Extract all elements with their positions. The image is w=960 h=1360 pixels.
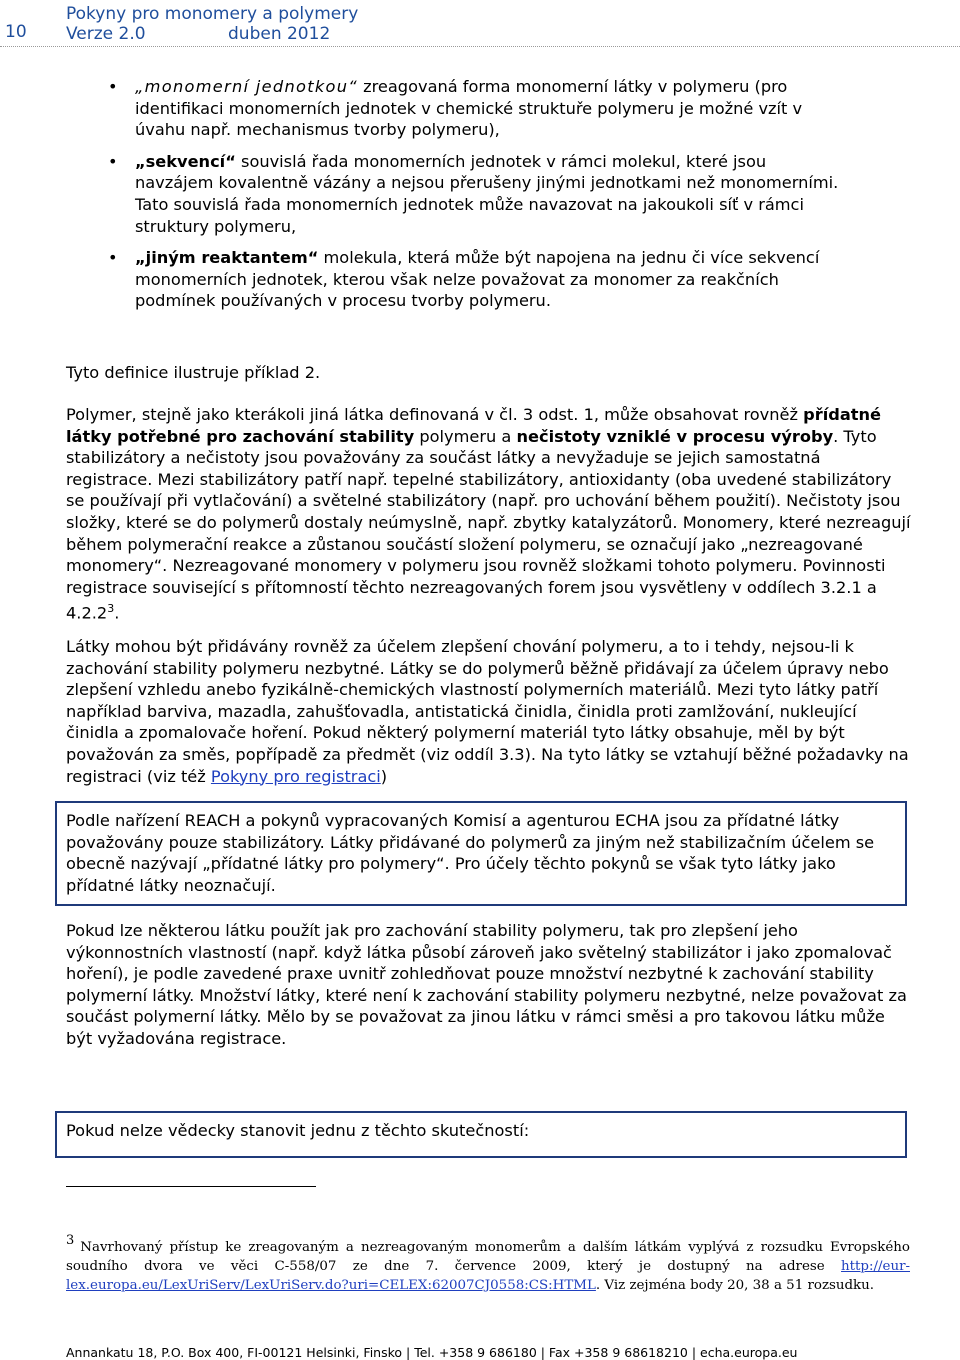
definition-text: zreagovaná forma monomerní látky v polymeru (pro identifikaci monomerních jednotek v chemické struktuře polymeru je možné vzít v úvahu např. mechanismus tvorby polymeru), bbox=[135, 77, 803, 140]
intro-paragraph: Tyto definice ilustruje příklad 2. bbox=[66, 363, 321, 382]
bullet-icon: • bbox=[108, 151, 118, 171]
list-item bbox=[0, 151, 845, 237]
footnote-ref[interactable]: 3 bbox=[107, 602, 115, 616]
text-run: ) bbox=[380, 766, 388, 786]
registration-guidance-link[interactable]: Pokyny pro registraci bbox=[210, 766, 381, 786]
document-title: Pokyny pro monomery a polymery bbox=[66, 4, 359, 24]
substances-paragraph bbox=[66, 636, 912, 787]
page-number: 10 bbox=[5, 22, 27, 42]
bold-run: přídatné látky potřebné pro zachování stability bbox=[66, 405, 881, 446]
multi-function-paragraph: Pokud lze některou látku použít jak pro zachování stability polymeru, tak pro zlepšení jeho výkonnostních vlastností (např. když látka působí zároveň jako světelný stabilizátor i jako zpomalovač hoření), je podle zavedené praxe uvnitř zohledňovat pouze množství nezbytné k zachování stability polymerní látky. Množství látky, které není k zachování stability polymeru nezbytné, nelze považovat za součást polymerní látky. Mělo by se považovat za jinou látku v rámci směsi a pro takovou látku může být vyžadována registrace. bbox=[66, 921, 907, 1048]
list-item bbox=[0, 76, 845, 141]
definition-list bbox=[0, 76, 960, 322]
text-run: . Tyto stabilizátory a nečistoty jsou považovány za součást látky a nevyžaduje se jejich samostatná registrace. Mezi stabilizátory patří např. tepelné stabilizátory, antioxidanty (oba uvedené stabilizátory se používají při vytlačování) a světelné stabilizátory (např. pro uchování během použití). Nečistoty jsou složky, které se do polymerů dostaly neúmyslně, např. zbytky katalyzátorů. Monomery, které nezreagují během polymerační reakce a zůstanou součástí složení polymeru, se označují jako „nezreagované monomery“. Nezreagované monomery v polymeru jsou rovněž složkami tohoto polymeru. Povinnosti registrace související s přítomností těchto nezreagovaných forem jsou vysvětleny v oddílech 3.2.1 a 4.2.2 bbox=[66, 426, 911, 623]
page-footer: Annankatu 18, P.O. Box 400, FI-00121 Helsinki, Finsko | Tel. +358 9 686180 | Fax +358 9 68618210 | echa.europa.eu bbox=[66, 1345, 798, 1360]
bullet-icon: • bbox=[108, 248, 118, 268]
footnote-divider bbox=[66, 1186, 316, 1187]
document-date: duben 2012 bbox=[228, 24, 331, 44]
definition-text: souvislá řada monomerních jednotek v rámci molekul, které jsou navzájem kovalentně vázány a nejsou přerušeny jinými jednotkami než monomerními. Tato souvislá řada monomerních jednotek může navazovat na jakoukoli síť v rámci struktury polymeru, bbox=[135, 151, 839, 236]
definition-term: „monomerní jednotkou“ bbox=[135, 77, 358, 96]
text-run: polymeru a bbox=[414, 426, 517, 446]
eur-lex-link[interactable]: http://eur-lex.europa.eu/LexUriServ/LexUriServ.do?uri=CELEX:62007CJ0558:CS:HTML bbox=[66, 1259, 910, 1293]
text-run: Polymer, stejně jako kterákoli jiná látka definovaná v čl. 3 odst. 1, může obsahovat rovněž bbox=[66, 405, 804, 424]
text-run: Látky mohou být přidávány rovněž za účelem zlepšení chování polymeru, a to i tehdy, nejsou-li k zachování stability polymeru nezbytné. Látky se do polymerů běžně přidávají za účelem úpravy nebo zlepšení vzhledu anebo fyzikálně-chemických vlastností polymerních materiálů. Mezi tyto látky patří například barviva, mazadla, zahušťovadla, antistatická činidla, činidla proti zamlžování, nukleující činidla a zpomalovače hoření. Pokud některý polymerní materiál tyto látky obsahuje, měl by být považován za směs, popřípadě za předmět (viz oddíl 3.3). Na tyto látky se vztahují běžné požadavky na registraci (viz též bbox=[66, 637, 909, 786]
footnote bbox=[66, 1233, 910, 1295]
definition-term: „jiným reaktantem“ bbox=[135, 248, 319, 268]
text-run: . bbox=[114, 603, 120, 623]
list-item bbox=[0, 247, 845, 312]
document-version: Verze 2.0 bbox=[66, 24, 146, 44]
footnote-text: Navrhovaný přístup ke zreagovaným a nezreagovaným monomerům a dalším látkám vyplývá z rozsudku Evropského soudního dvora ve věci C-558/07 ze dne 7. července 2009, který je dostupný na adrese bbox=[66, 1240, 910, 1274]
note-text: Podle nařízení REACH a pokynů vypracovaných Komisí a agenturou ECHA jsou za přídatné látky považovány pouze stabilizátory. Látky přidávané do polymerů za jiným než stabilizačním účelem se obecně nazývají „přídatné látky pro polymery“. Pro účely těchto pokynů se však tyto látky jako přídatné látky neoznačují. bbox=[66, 811, 875, 895]
page-header bbox=[0, 2, 960, 46]
footnote-mark: 3 bbox=[66, 1233, 75, 1248]
definition-text: molekula, která může být napojena na jednu či více sekvencí monomerních jednotek, kterou však nelze považovat za monomer za reakčních podmínek používaných v procesu tvorby polymeru. bbox=[135, 248, 820, 311]
bold-run: nečistoty vzniklé v procesu výroby bbox=[516, 426, 834, 446]
bullet-icon: • bbox=[108, 77, 118, 96]
definition-term: „sekvencí“ bbox=[135, 151, 236, 171]
header-divider bbox=[0, 46, 960, 47]
note-text: Pokud nelze vědecky stanovit jednu z těchto skutečností: bbox=[66, 1121, 530, 1140]
note-box-scientific bbox=[55, 1111, 907, 1158]
additives-paragraph bbox=[66, 404, 912, 624]
note-box-stabilizers bbox=[55, 801, 907, 906]
footnote-text: . Viz zejména body 20, 38 a 51 rozsudku. bbox=[595, 1278, 875, 1293]
